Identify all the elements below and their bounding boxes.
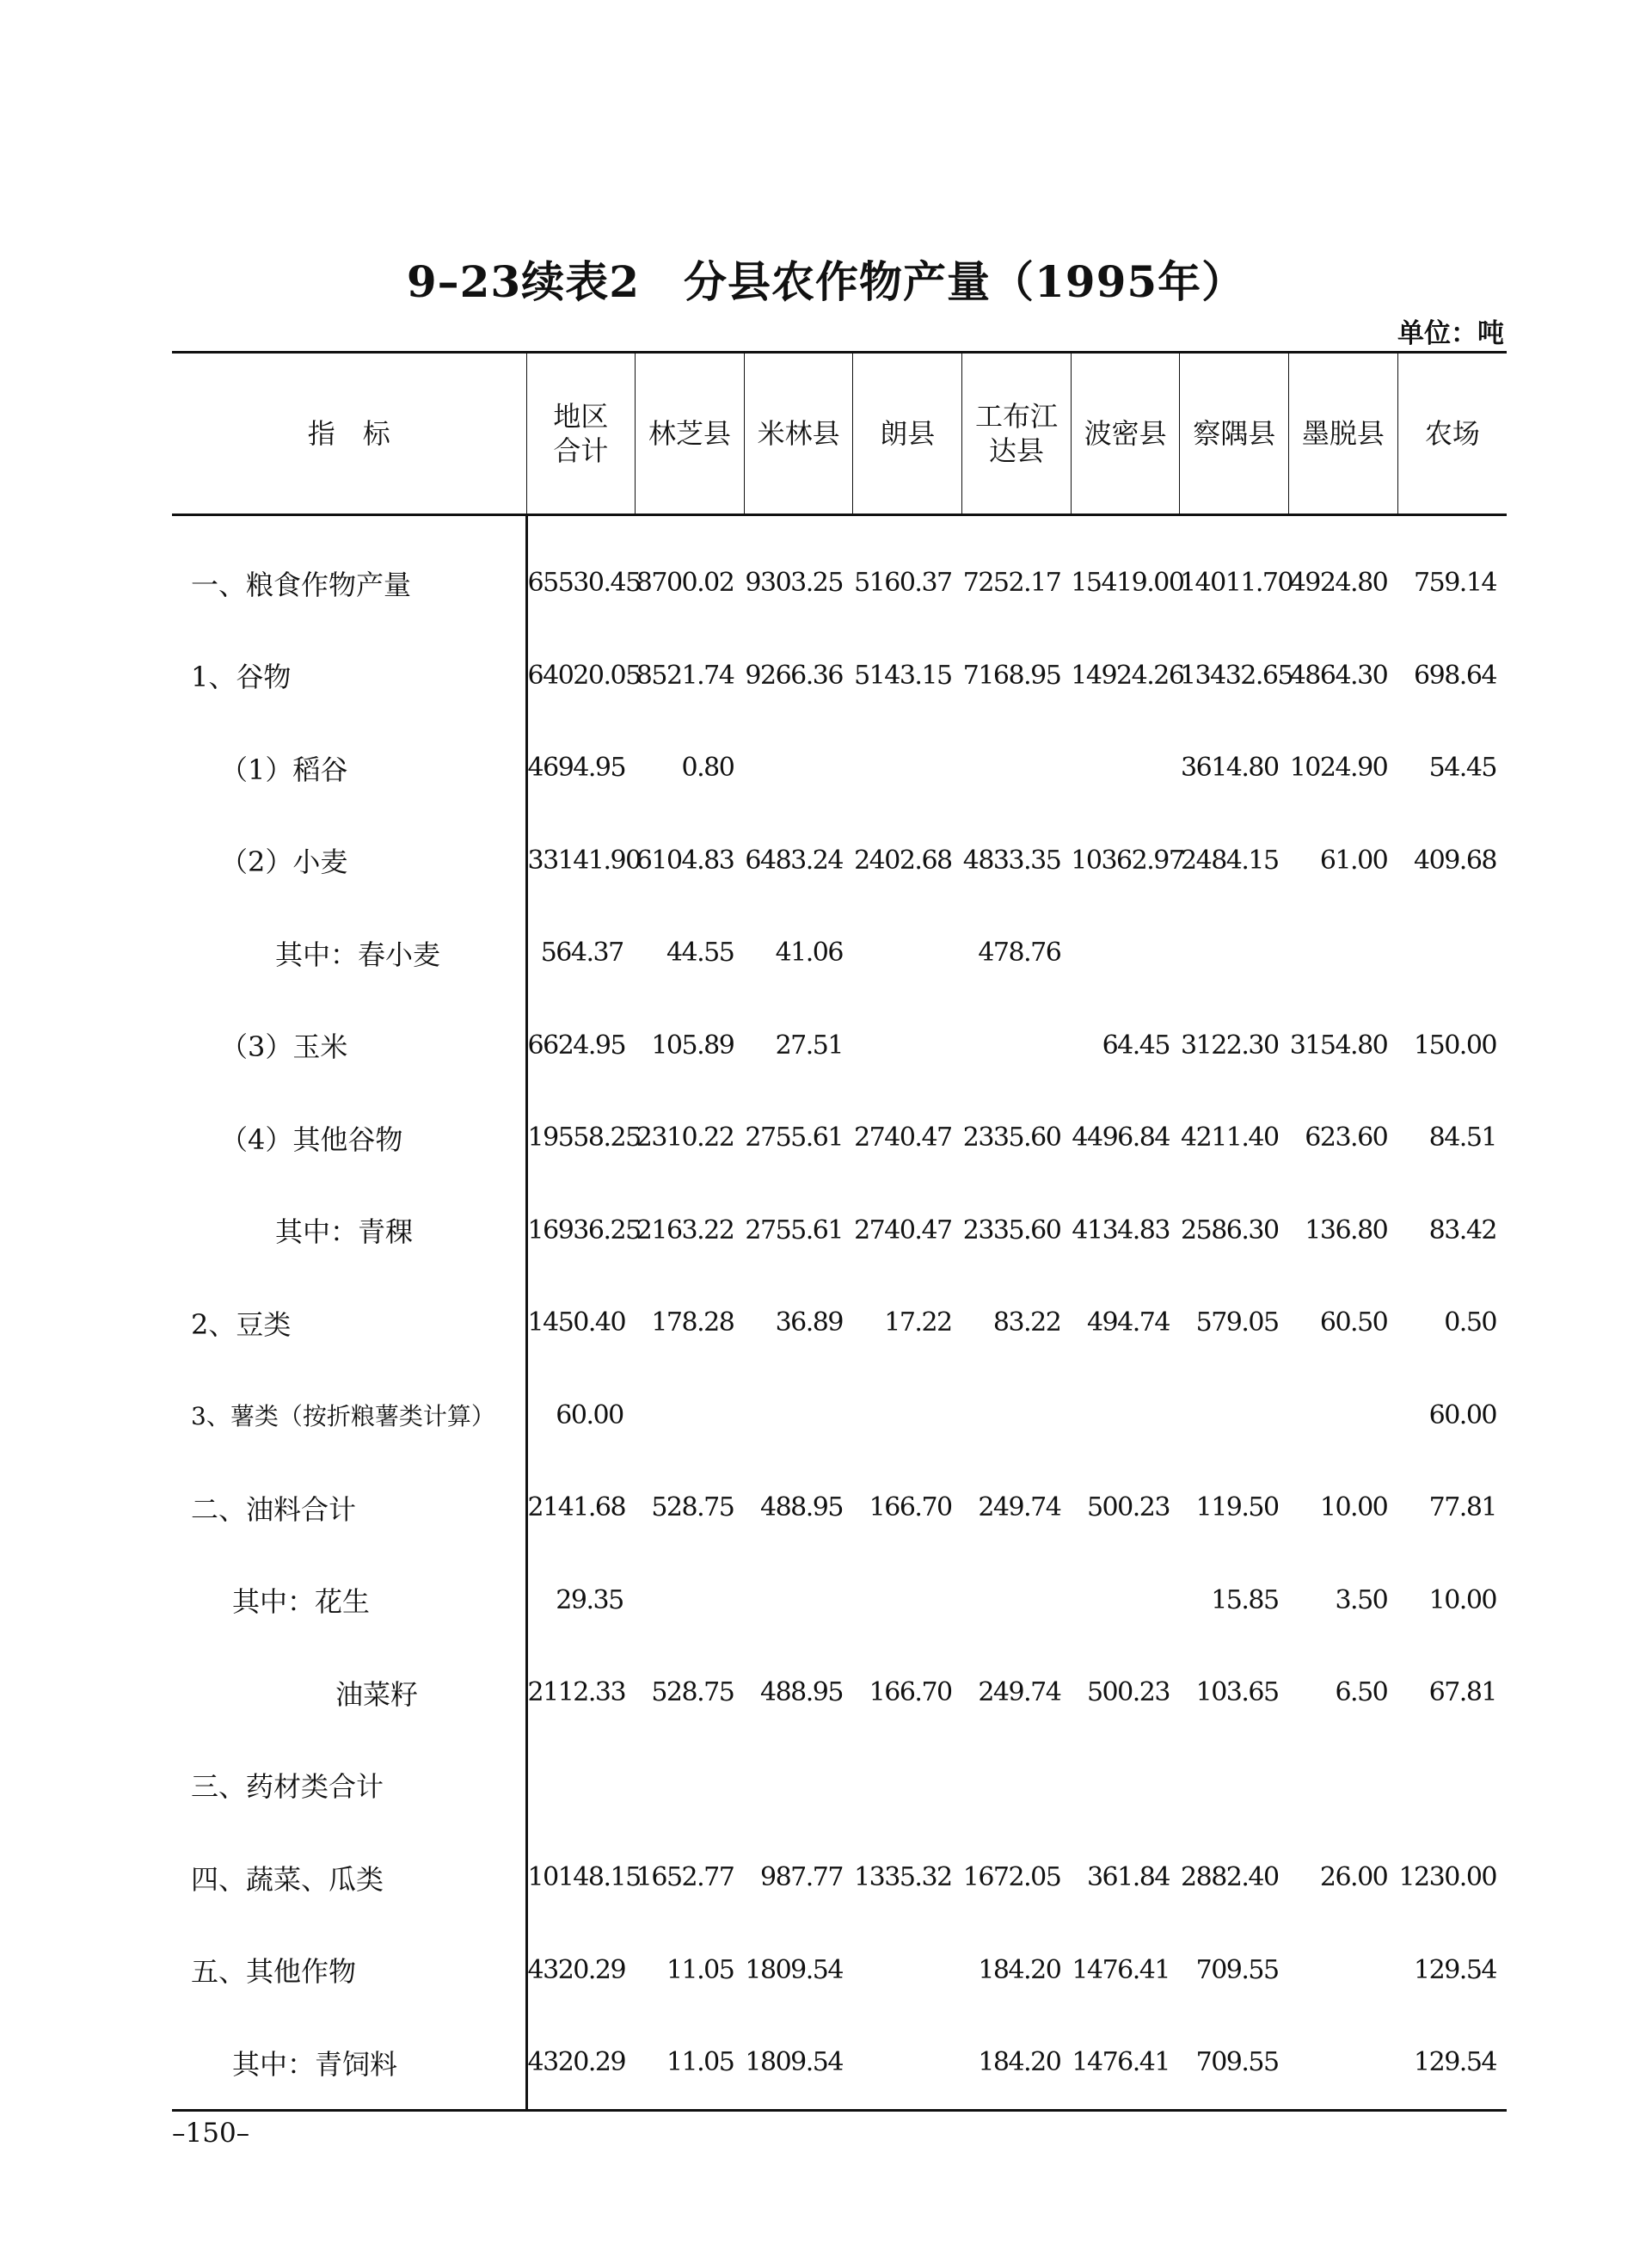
table-cell: 7168.95 xyxy=(962,660,1061,691)
header-column: 林芝县 xyxy=(636,353,745,515)
table-row xyxy=(172,2016,1507,2110)
row-label: （4）其他谷物 xyxy=(220,1122,403,1156)
table-cell: 0.80 xyxy=(681,753,734,784)
table-cell: 166.70 xyxy=(869,1677,952,1708)
table-cell: 2740.47 xyxy=(854,1215,952,1245)
table-cell: 2882.40 xyxy=(1181,1862,1279,1893)
table-cell xyxy=(744,1369,853,1462)
table-cell: 4320.29 xyxy=(526,2016,636,2110)
table-cell: 83.22 xyxy=(992,1307,1061,1338)
table-cell: 488.95 xyxy=(760,1492,843,1523)
table-cell xyxy=(962,722,1072,815)
table-body xyxy=(172,515,1507,2111)
table-cell: 6483.24 xyxy=(745,845,843,876)
table-cell: 83.42 xyxy=(1428,1215,1496,1245)
table-cell: 8700.02 xyxy=(636,568,734,599)
table-cell: 13432.65 xyxy=(1179,660,1293,691)
table-cell xyxy=(853,1554,962,1647)
table-cell xyxy=(1071,1739,1180,1832)
table-cell xyxy=(962,999,1072,1092)
row-label: 其中：花生 xyxy=(232,1585,371,1619)
table-cell: 1476.41 xyxy=(1072,1954,1170,1985)
table-cell xyxy=(1289,2016,1398,2110)
table-row xyxy=(172,515,1507,630)
table-cell: 26.00 xyxy=(1319,1862,1388,1893)
table-cell: 29.35 xyxy=(526,1554,636,1647)
table-cell xyxy=(1180,907,1289,999)
table-cell xyxy=(1071,907,1180,999)
table-cell: 4320.29 xyxy=(526,1924,636,2017)
table-cell: 10.00 xyxy=(1319,1492,1388,1523)
table-cell: 1809.54 xyxy=(744,2016,853,2110)
table-cell: 478.76 xyxy=(978,938,1061,969)
table-cell: 119.50 xyxy=(1195,1492,1279,1523)
table-cell: 6.50 xyxy=(1335,1677,1388,1708)
table-cell: 15.85 xyxy=(1211,1584,1279,1615)
table-cell xyxy=(1397,907,1507,999)
table-cell: 129.54 xyxy=(1414,1954,1496,1985)
row-label: （1）稻谷 xyxy=(220,753,348,786)
header-column: 工布江 达县 xyxy=(962,353,1072,515)
table-cell: 3.50 xyxy=(1335,1584,1388,1615)
table-row xyxy=(172,999,1507,1092)
table-cell xyxy=(1071,722,1180,815)
table-cell: 3614.80 xyxy=(1181,753,1279,784)
row-label: 三、药材类合计 xyxy=(191,1770,384,1804)
table-cell: 2755.61 xyxy=(745,1215,843,1245)
table-cell: 1672.05 xyxy=(962,1862,1061,1893)
header-column: 察隅县 xyxy=(1180,353,1289,515)
table-cell: 103.65 xyxy=(1195,1677,1279,1708)
table-cell: 105.89 xyxy=(651,1030,734,1061)
row-label: 2、豆类 xyxy=(191,1307,292,1341)
table-cell xyxy=(962,1739,1072,1832)
header-column: 农场 xyxy=(1397,353,1507,515)
row-label: （3）玉米 xyxy=(220,1030,348,1064)
table-cell: 6624.95 xyxy=(526,999,636,1092)
table-row xyxy=(172,1739,1507,1832)
table-row xyxy=(172,1924,1507,2017)
table-cell: 129.54 xyxy=(1397,2016,1507,2110)
table-row xyxy=(172,722,1507,815)
table-cell: 4134.83 xyxy=(1072,1215,1170,1245)
table-cell: 4924.80 xyxy=(1289,568,1388,599)
table-cell xyxy=(853,1739,962,1832)
table-cell xyxy=(1180,1739,1289,1832)
table-cell: 500.23 xyxy=(1086,1677,1170,1708)
page-number: –150– xyxy=(172,2118,250,2149)
unit-label: 单位：吨 xyxy=(1397,318,1504,349)
table-cell: 1024.90 xyxy=(1289,753,1388,784)
table-cell xyxy=(962,1554,1072,1647)
table-cell: 1335.32 xyxy=(854,1862,952,1893)
table-cell: 14011.70 xyxy=(1179,568,1293,599)
table-cell: 500.23 xyxy=(1086,1492,1170,1523)
header-column: 米林县 xyxy=(744,353,853,515)
table-cell: 166.70 xyxy=(869,1492,952,1523)
table-cell: 27.51 xyxy=(775,1030,843,1061)
row-label: 其中：春小麦 xyxy=(275,938,441,971)
table-cell: 1809.54 xyxy=(745,1954,843,1985)
table-cell xyxy=(1289,1739,1398,1832)
table-cell xyxy=(1289,907,1398,999)
table-cell: 61.00 xyxy=(1319,845,1388,876)
table-row xyxy=(172,1831,1507,1924)
table-cell xyxy=(636,1739,745,1832)
table-row xyxy=(172,1184,1507,1277)
table-cell: 136.80 xyxy=(1305,1215,1388,1245)
table-cell: 3122.30 xyxy=(1181,1030,1279,1061)
table-cell: 2310.22 xyxy=(636,1122,734,1153)
table-cell xyxy=(853,907,962,999)
table-header-row xyxy=(172,353,1507,515)
crop-output-table xyxy=(172,351,1507,2112)
table-cell: 67.81 xyxy=(1428,1677,1496,1708)
table-cell: 9266.36 xyxy=(745,660,843,691)
table-cell: 77.81 xyxy=(1428,1492,1496,1523)
table-cell: 41.06 xyxy=(775,938,843,969)
table-cell: 409.68 xyxy=(1414,845,1496,876)
table-cell xyxy=(1289,1924,1398,2017)
table-cell: 7252.17 xyxy=(962,568,1061,599)
table-cell: 0.50 xyxy=(1444,1307,1496,1338)
table-cell: 6104.83 xyxy=(636,845,734,876)
table-cell: 4694.95 xyxy=(526,722,636,815)
table-cell: 361.84 xyxy=(1086,1862,1170,1893)
table-cell: 2163.22 xyxy=(636,1215,734,1245)
table-cell xyxy=(1071,1369,1180,1462)
table-cell: 150.00 xyxy=(1414,1030,1496,1061)
table-cell xyxy=(1180,1369,1289,1462)
table-cell: 1652.77 xyxy=(636,1862,734,1893)
table-cell: 2586.30 xyxy=(1181,1215,1279,1245)
table-row xyxy=(172,907,1507,999)
table-cell: 249.74 xyxy=(978,1492,1061,1523)
table-cell: 4833.35 xyxy=(962,845,1061,876)
table-cell xyxy=(526,1739,636,1832)
row-label: 二、油料合计 xyxy=(191,1492,357,1526)
row-label: 四、蔬菜、瓜类 xyxy=(191,1862,384,1896)
table-cell: 15419.00 xyxy=(1071,568,1184,599)
table-cell: 44.55 xyxy=(666,938,734,969)
table-cell: 184.20 xyxy=(962,2016,1072,2110)
table-cell: 11.05 xyxy=(666,1954,734,1985)
table-row xyxy=(172,1461,1507,1554)
table-cell: 249.74 xyxy=(978,1677,1061,1708)
table-cell xyxy=(1289,1369,1398,1462)
row-label: 其中：青饲料 xyxy=(172,2016,526,2110)
table-cell xyxy=(744,1554,853,1647)
table-row xyxy=(172,1092,1507,1184)
table-cell: 759.14 xyxy=(1414,568,1496,599)
table-cell: 178.28 xyxy=(651,1307,734,1338)
table-cell: 10.00 xyxy=(1428,1584,1496,1615)
table-cell xyxy=(962,1369,1072,1462)
table-cell xyxy=(853,999,962,1092)
table-cell: 2740.47 xyxy=(854,1122,952,1153)
table-cell: 11.05 xyxy=(636,2016,745,2110)
table-cell xyxy=(853,1924,962,2017)
table-cell: 709.55 xyxy=(1195,1954,1279,1985)
table-cell xyxy=(1397,1739,1507,1832)
table-cell xyxy=(744,1739,853,1832)
table-row xyxy=(172,1646,1507,1739)
table-row xyxy=(172,1554,1507,1647)
table-cell: 2402.68 xyxy=(854,845,952,876)
table-cell: 64020.05 xyxy=(526,630,636,723)
header-column: 地区 合计 xyxy=(526,353,636,515)
table-cell: 579.05 xyxy=(1195,1307,1279,1338)
table-cell: 16936.25 xyxy=(526,1184,636,1277)
table-row xyxy=(172,1369,1507,1462)
row-label: （2）小麦 xyxy=(220,846,348,879)
table-cell: 19558.25 xyxy=(526,1092,636,1184)
table-cell: 5143.15 xyxy=(854,660,952,691)
header-column: 墨脱县 xyxy=(1289,353,1398,515)
table-cell xyxy=(853,2016,962,2110)
table-cell: 36.89 xyxy=(775,1307,843,1338)
table-cell xyxy=(636,1369,745,1462)
table-cell xyxy=(853,722,962,815)
table-cell xyxy=(744,722,853,815)
table-cell: 5160.37 xyxy=(854,568,952,599)
row-label: 3、薯类（按折粮薯类计算） xyxy=(191,1402,495,1431)
table-cell: 10148.15 xyxy=(526,1831,636,1924)
table-cell: 2484.15 xyxy=(1181,845,1279,876)
table-cell: 1476.41 xyxy=(1071,2016,1180,2110)
row-label: 五、其他作物 xyxy=(191,1955,357,1989)
table-row xyxy=(172,1276,1507,1369)
row-label: 其中：青稞 xyxy=(275,1215,414,1249)
row-label: 一、粮食作物产量 xyxy=(191,568,412,601)
table-cell: 2755.61 xyxy=(745,1122,843,1153)
table-cell: 60.00 xyxy=(1428,1399,1496,1430)
table-cell: 33141.90 xyxy=(526,815,636,907)
table-cell: 2335.60 xyxy=(962,1215,1061,1245)
table-cell: 54.45 xyxy=(1428,753,1496,784)
table-cell: 623.60 xyxy=(1305,1122,1388,1153)
header-column: 波密县 xyxy=(1071,353,1180,515)
table-cell xyxy=(1071,1554,1180,1647)
table-cell: 1450.40 xyxy=(526,1276,636,1369)
table-cell: 698.64 xyxy=(1414,660,1496,691)
table-cell: 3154.80 xyxy=(1289,1030,1388,1061)
table-row xyxy=(172,630,1507,723)
table-cell: 84.51 xyxy=(1428,1122,1496,1153)
table-cell: 528.75 xyxy=(651,1492,734,1523)
table-cell: 64.45 xyxy=(1102,1030,1170,1061)
table-row xyxy=(172,815,1507,907)
table-cell: 2112.33 xyxy=(526,1646,636,1739)
page-title: 9–23续表2 分县农作物产量（1995年） xyxy=(406,256,1246,307)
table-cell: 564.37 xyxy=(526,907,636,999)
header-column: 朗县 xyxy=(853,353,962,515)
table-cell: 14924.26 xyxy=(1071,660,1184,691)
table-cell: 17.22 xyxy=(884,1307,952,1338)
row-label: 1、谷物 xyxy=(191,661,292,694)
table-cell: 4864.30 xyxy=(1289,660,1388,691)
table-cell xyxy=(853,1369,962,1462)
table-cell: 4211.40 xyxy=(1181,1122,1279,1153)
table-cell: 4496.84 xyxy=(1072,1122,1170,1153)
table-cell: 709.55 xyxy=(1180,2016,1289,2110)
table-cell: 60.50 xyxy=(1319,1307,1388,1338)
table-cell: 9303.25 xyxy=(745,568,843,599)
row-label: 油菜籽 xyxy=(335,1677,419,1711)
table-cell: 184.20 xyxy=(978,1954,1061,1985)
table-cell: 528.75 xyxy=(651,1677,734,1708)
table-cell: 494.74 xyxy=(1086,1307,1170,1338)
header-indicator: 指 标 xyxy=(172,353,526,515)
table-cell: 488.95 xyxy=(760,1677,843,1708)
table-cell: 987.77 xyxy=(760,1862,843,1893)
table-cell: 2141.68 xyxy=(526,1461,636,1554)
table-cell: 10362.97 xyxy=(1071,845,1184,876)
table-cell: 60.00 xyxy=(526,1369,636,1462)
table-cell: 8521.74 xyxy=(636,660,734,691)
table-cell: 65530.45 xyxy=(526,515,636,630)
table-cell: 1230.00 xyxy=(1398,1862,1496,1893)
table-cell xyxy=(636,1554,745,1647)
table-cell: 2335.60 xyxy=(962,1122,1061,1153)
